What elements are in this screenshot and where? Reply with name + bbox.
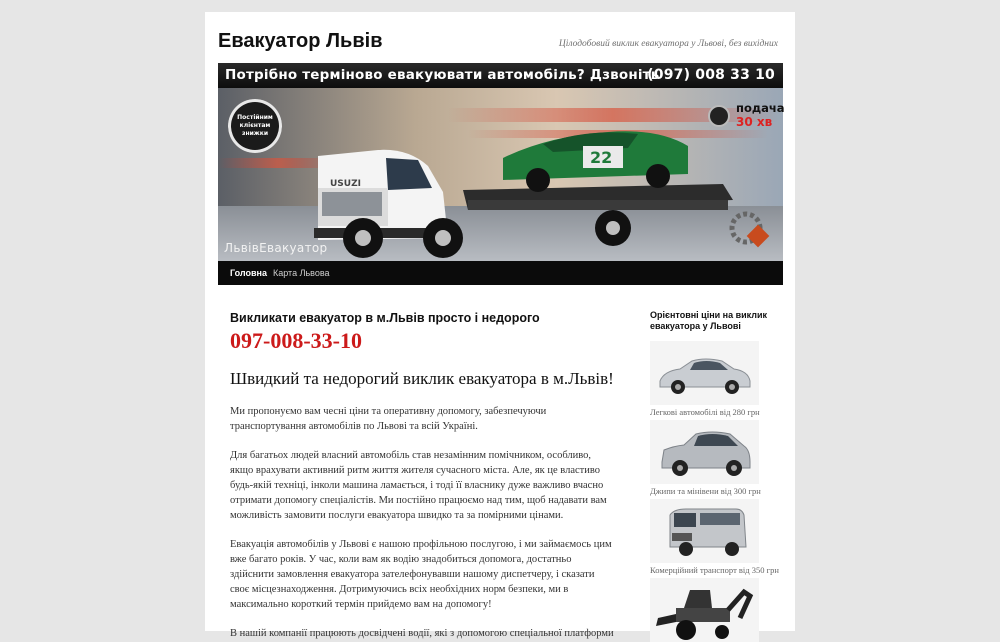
clock-icon (708, 105, 730, 127)
sidebar (650, 310, 780, 642)
backhoe-loader-image[interactable] (650, 578, 759, 642)
banner-watermark: ЛьвівЕвакуатор (224, 241, 328, 255)
banner-call-text: Потрібно терміново евакуювати автомобіль? Дзвоніть (225, 67, 660, 83)
price-item-sedan[interactable] (650, 341, 780, 418)
svg-text:USUZI: USUZI (330, 179, 361, 189)
page-heading: Викликати евакуатор в м.Львів просто і недорого (230, 311, 540, 325)
site-title[interactable]: Евакуатор Львів (218, 30, 383, 52)
price-item-special[interactable] (650, 578, 780, 642)
page-container (205, 12, 795, 639)
paragraph: Для багатьох людей власний автомобіль став незамінним помічником, особливо, якщо врахувати активний ритм життя жителя сучасного міста. Але, як це властиво будь-якій техніці, інколи машина ламається, і тоді її власнику дуже важливо вчасно отримати допомогу спеціалістів. Ми постійно працюємо над тим, щоб надавати вам можливість замовити послуги евакуатора швидко та за помірними цінами. (230, 450, 607, 521)
delivery-time: 30 хв (736, 115, 773, 129)
price-item-suv[interactable] (650, 420, 780, 497)
delivery-time-badge (707, 101, 785, 135)
price-caption: Комерційний транспорт від 350 грн (650, 565, 779, 575)
paragraph: В нашій компанії працюють досвідчені водії, які з допомогою спеціальної платформи (230, 628, 614, 639)
main-content (230, 310, 615, 641)
banner-phone: (097) 008 33 10 (647, 67, 775, 83)
van-image[interactable] (650, 499, 759, 563)
nav-item-lviv-map[interactable]: Карта Львова (273, 268, 330, 278)
suv-car-image[interactable] (650, 420, 759, 484)
nav-item-home[interactable]: Головна (230, 268, 267, 278)
tow-truck-photo (218, 88, 783, 261)
paragraph: Евакуація автомобілів у Львові є нашою профільною послугою, і ми займаємось цим вже багато років. У час, коли вам як водію знадобиться допомога, достатньо здійснити замовлення евакуатора зателефонувавши нашому диспетчеру, і сказати своє місцезнаходження. Дотримуючись всіх необхідних норм безпеки, ми в максимально короткий термін прийдемо вам на допомогу! (230, 539, 612, 610)
sedan-car-image[interactable] (650, 341, 759, 405)
delivery-label: подача (736, 101, 785, 115)
sidebar-title: Орієнтовні ціни на виклик евакуатора у Львові (650, 310, 768, 331)
sub-heading: Швидкий та недорогий виклик евакуатора в м.Львів! (230, 369, 614, 388)
banner-call-strip (218, 63, 783, 88)
paragraph: Ми пропонуємо вам чесні ціни та оперативну допомогу, забезпечуючи транспортування автомобілів по Львові та всій Україні. (230, 406, 547, 432)
svg-text:22: 22 (590, 148, 613, 167)
site-description: Цілодобовий виклик евакуатора у Львові, без вихідних (558, 39, 778, 49)
main-nav (218, 261, 783, 285)
price-caption: Джипи та мінівени від 300 грн (650, 486, 761, 496)
discount-badge (228, 99, 282, 153)
header-banner (218, 63, 783, 261)
discount-badge-text: Постійним клієнтам знижки (237, 114, 273, 137)
price-caption: Легкові автомобілі від 280 грн (650, 407, 760, 417)
phone-number[interactable]: 097-008-33-10 (230, 328, 362, 353)
price-item-van[interactable] (650, 499, 780, 576)
